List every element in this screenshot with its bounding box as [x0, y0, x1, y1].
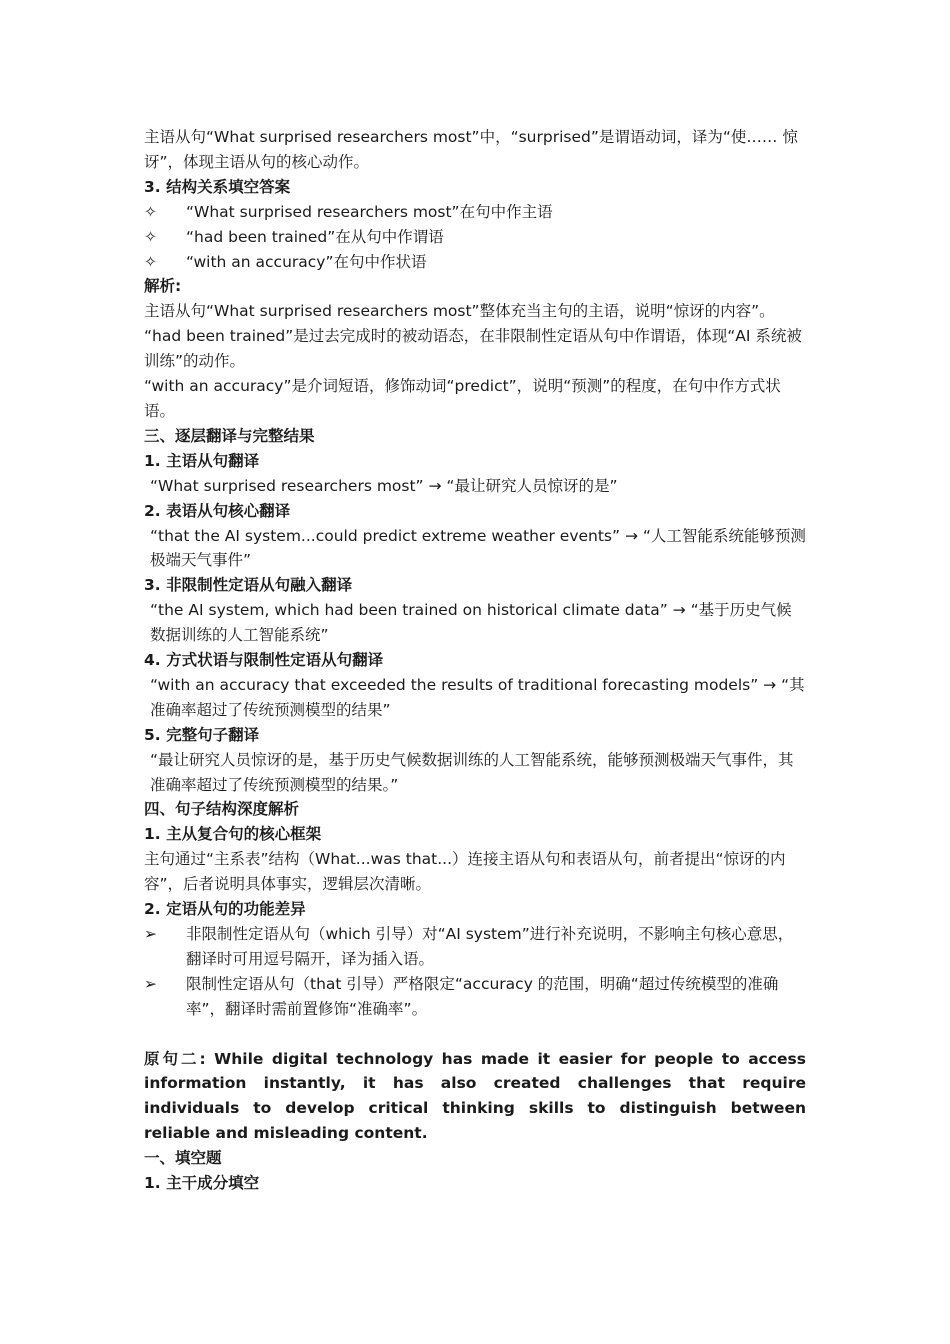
- diamond-list-item: ✧ “had been trained”在从句中作谓语: [144, 225, 806, 250]
- translation-line: “with an accuracy that exceeded the results of traditional forecasting models” → “其准确率超过了传统预测模型的结果”: [150, 675, 805, 719]
- original-sentence: 原句二: While digital technology has made it easier for people to access information instantly, it has also created challenges that require individuals to develop critical thinking skills to distinguish between reliable and misleading content.: [144, 1049, 806, 1143]
- section-heading: 3. 结构关系填空答案: [144, 177, 291, 196]
- subsection-heading: 1. 主干成分填空: [144, 1174, 260, 1193]
- subsection-heading: 2. 定语从句的功能差异: [144, 900, 306, 919]
- arrow-bullet-icon: ➢: [144, 974, 157, 993]
- diamond-list-item: ✧ “with an accuracy”在句中作状语: [144, 250, 806, 275]
- paragraph: 主句通过“主系表”结构（What...was that...）连接主语从句和表语从句，前者提出“惊讶的内容”，后者说明具体事实，逻辑层次清晰。: [144, 850, 786, 894]
- diamond-bullet-icon: ✧: [144, 202, 157, 221]
- translation-line: “the AI system, which had been trained on historical climate data” → “基于历史气候数据训练的人工智能系统”: [150, 601, 792, 645]
- diamond-bullet-icon: ✧: [144, 252, 157, 271]
- spacer: [144, 1022, 806, 1047]
- translation-line: “What surprised researchers most” → “最让研究人员惊讶的是”: [150, 476, 618, 495]
- section-heading: 一、填空题: [144, 1149, 222, 1168]
- arrow-list-item: ➢ 限制性定语从句（that 引导）严格限定“accuracy 的范围，明确“超过传统模型的准确率”，翻译时需前置修饰“准确率”。: [144, 972, 806, 1022]
- diamond-bullet-icon: ✧: [144, 227, 157, 246]
- paragraph: “had been trained”是过去完成时的被动语态，在非限制性定语从句中作谓语，体现“AI 系统被训练”的动作。: [144, 327, 802, 371]
- section-heading: 三、逐层翻译与完整结果: [144, 426, 315, 445]
- paragraph: 主语从句“What surprised researchers most”整体充当主句的主语，说明“惊讶的内容”。: [144, 302, 775, 321]
- subsection-heading: 2. 表语从句核心翻译: [144, 501, 291, 520]
- arrow-bullet-icon: ➢: [144, 925, 157, 943]
- subsection-heading: 3. 非限制性定语从句融入翻译: [144, 576, 353, 595]
- translation-line: “that the AI system...could predict extreme weather events” → “人工智能系统能够预测极端天气事件”: [150, 526, 806, 570]
- arrow-list-item: ➢ 非限制性定语从句（which 引导）对“AI system”进行补充说明，不影响主句核心意思，翻译时可用逗号隔开，译为插入语。: [144, 922, 806, 972]
- paragraph: “with an accuracy”是介词短语，修饰动词“predict”，说明“预测”的程度，在句中作方式状语。: [144, 377, 781, 420]
- translation-line: “最让研究人员惊讶的是，基于历史气候数据训练的人工智能系统，能够预测极端天气事件，其准确率超过了传统预测模型的结果。”: [150, 750, 794, 794]
- subsection-heading: 5. 完整句子翻译: [144, 725, 260, 744]
- section-heading: 四、句子结构深度解析: [144, 800, 300, 819]
- subsection-heading: 1. 主从复合句的核心框架: [144, 825, 322, 844]
- subsection-heading: 1. 主语从句翻译: [144, 451, 260, 470]
- document-body: [144, 125, 806, 1196]
- paragraph: 主语从句“What surprised researchers most”中，“surprised”是谓语动词，译为“使…… 惊讶”，体现主语从句的核心动作。: [144, 128, 798, 171]
- subsection-heading: 4. 方式状语与限制性定语从句翻译: [144, 651, 384, 670]
- diamond-list-item: ✧ “What surprised researchers most”在句中作主语: [144, 200, 806, 225]
- section-heading: 解析:: [144, 277, 182, 296]
